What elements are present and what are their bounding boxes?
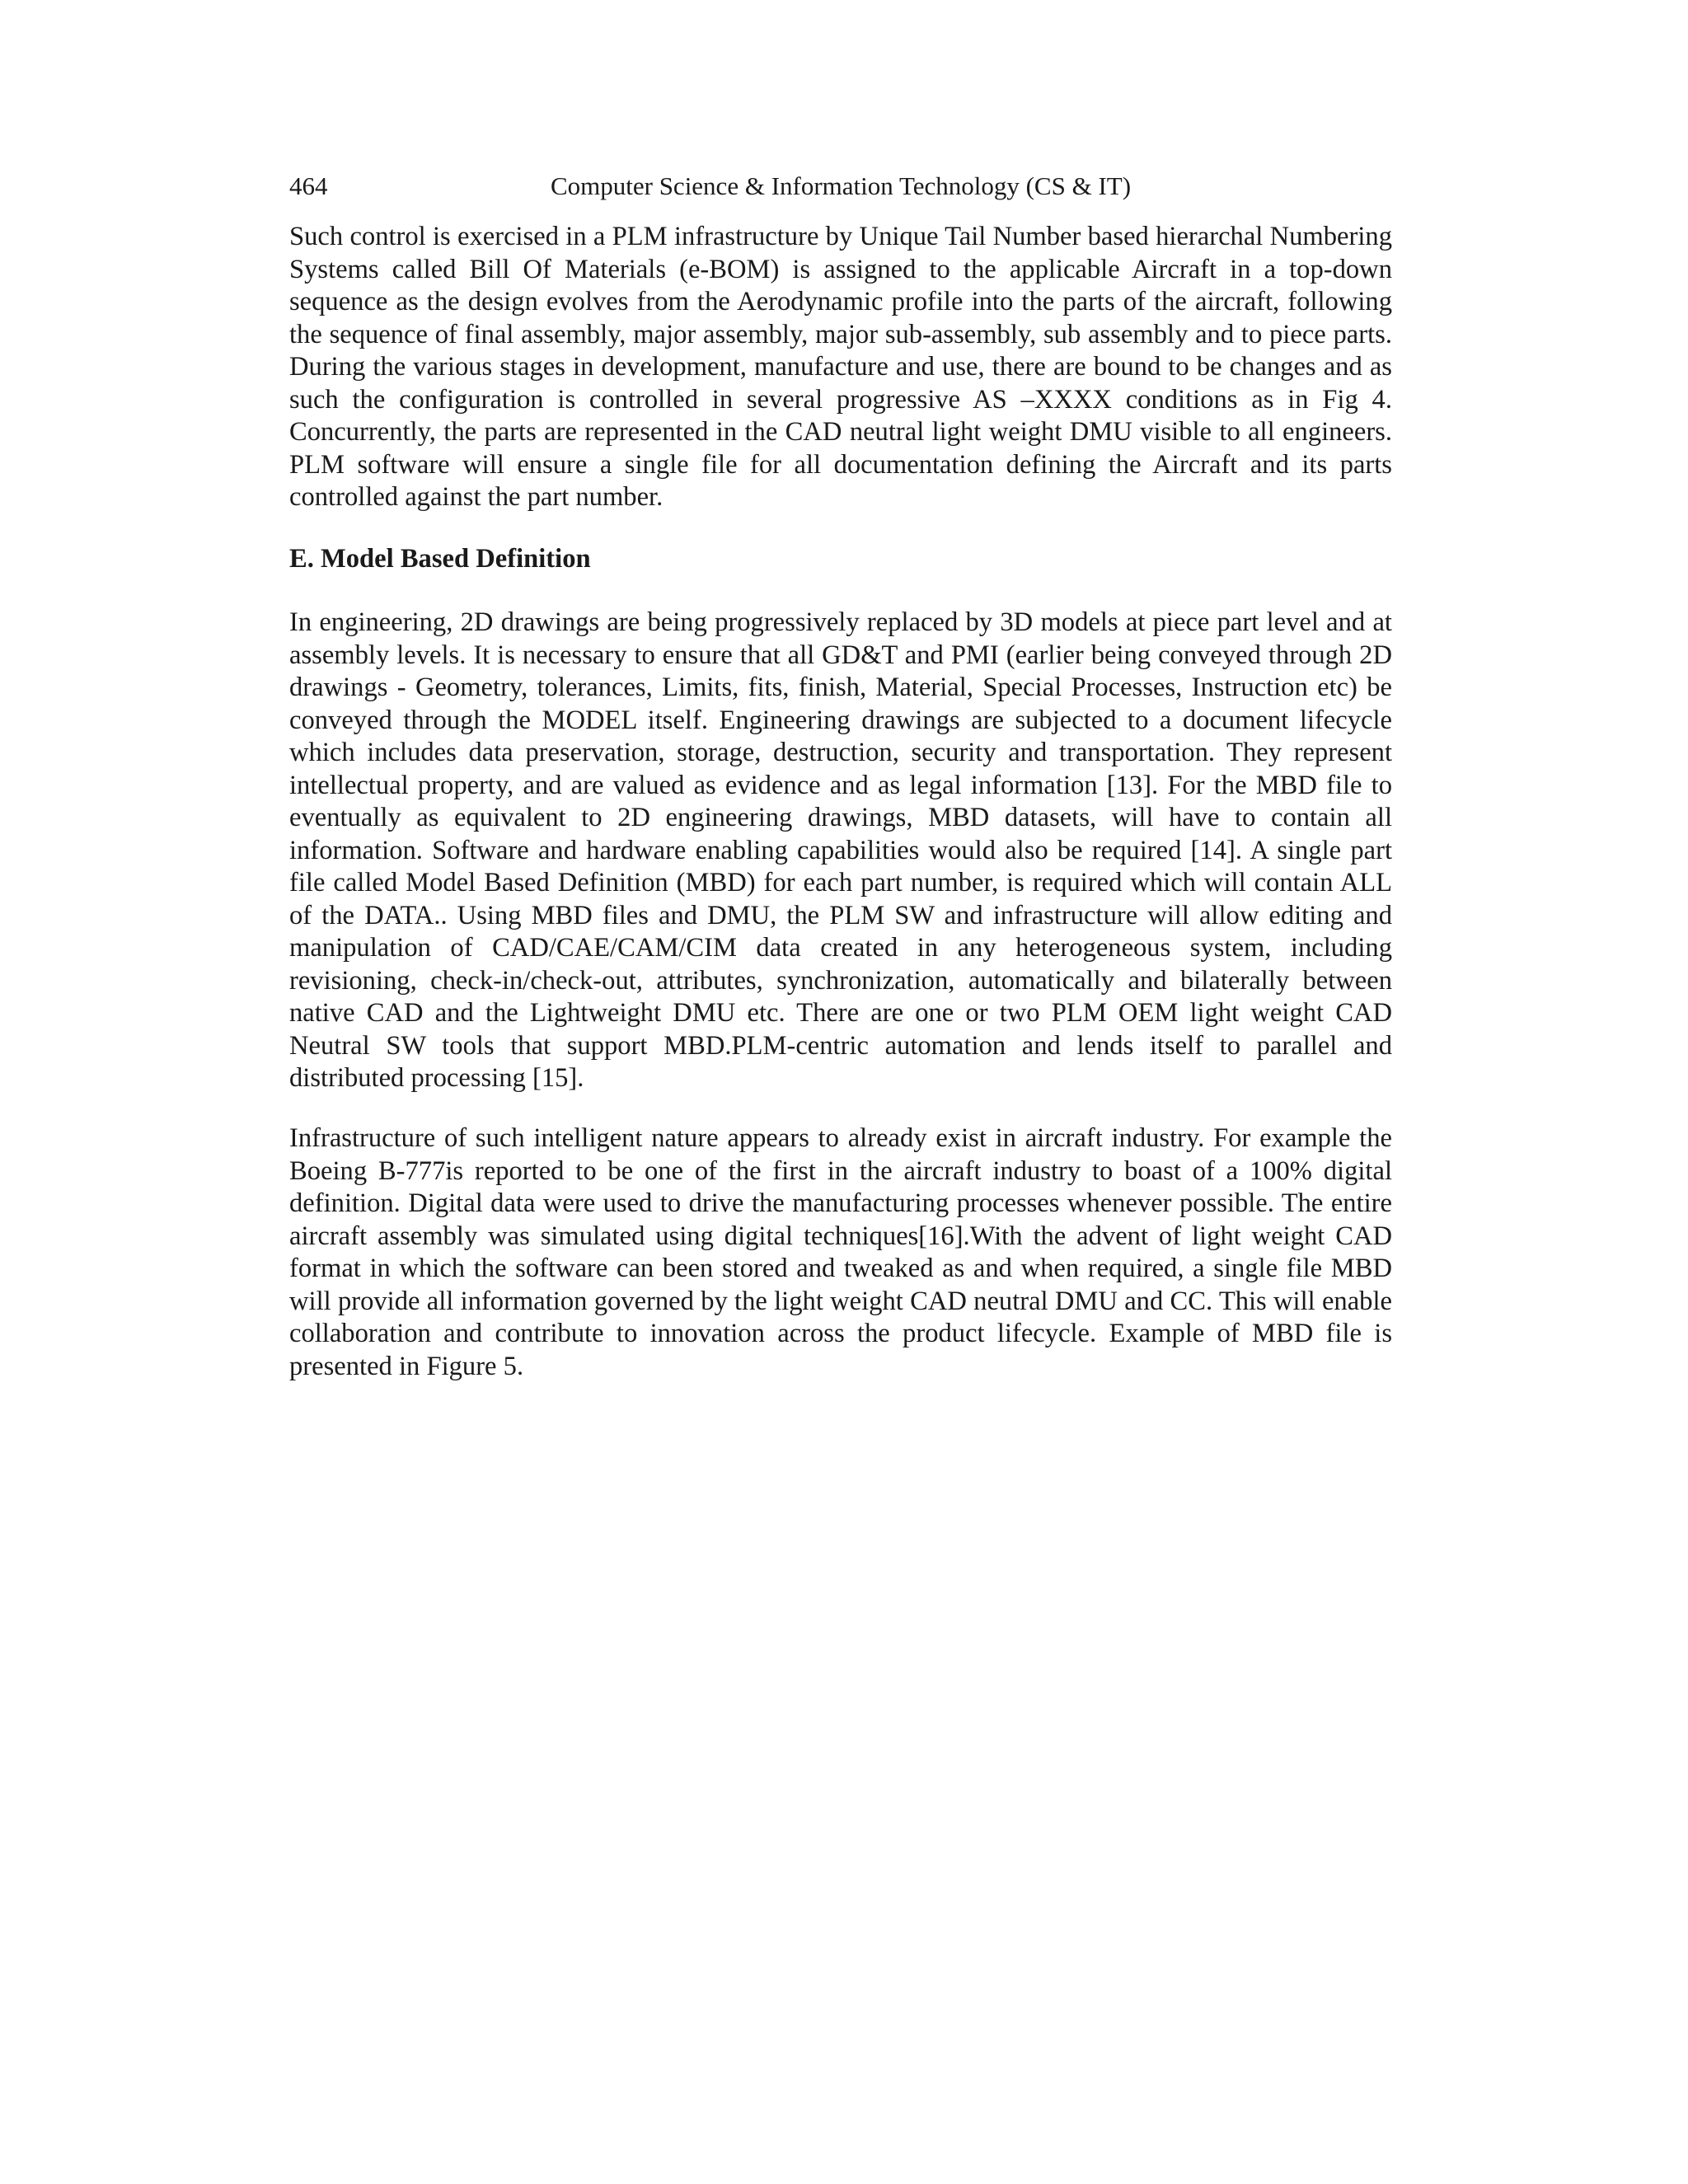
body-paragraph-2: In engineering, 2D drawings are being progressively replaced by 3D models at piece part level and at assembly levels. It is necessary to ensure that all GD&T and PMI (earlier being conveyed through 2D drawings - Geometry, tolerances, Limits, fits, finish, Material, Special Processes, Instruction etc) be conveyed through the MODEL itself. Engineering drawings are subjected to a document lifecycle which includes data preservation, storage, destruction, security and transportation. They represent intellectual property, and are valued as evidence and as legal information [13]. For the MBD file to eventually as equivalent to 2D engineering drawings, MBD datasets, will have to contain all information. Software and hardware enabling capabilities would also be required [14]. A single part file called Model Based Definition (MBD) for each part number, is required which will contain ALL of the DATA.. Using MBD files and DMU, the PLM SW and infrastructure will allow editing and manipulation of CAD/CAE/CAM/CIM data created in any heterogeneous system, including revisioning, check-in/check-out, attributes, synchronization, automatically and bilaterally between native CAD and the Lightweight DMU etc. There are one or two PLM OEM light weight CAD Neutral SW tools that support MBD.PLM-centric automation and lends itself to parallel and distributed processing [15]. (289, 607, 1392, 1093)
body-paragraph-1: Such control is exercised in a PLM infrastructure by Unique Tail Number based hierarchal Numbering Systems called Bill Of Materials (e-BOM) is assigned to the applicable Aircraft in a top-down sequence as the design evolves from the Aerodynamic profile into the parts of the aircraft, following the sequence of final assembly, major assembly, major sub-assembly, sub assembly and to piece parts. During the various stages in development, manufacture and use, there are bound to be changes and as such the configuration is controlled in several progressive AS –XXXX conditions as in Fig 4. Concurrently, the parts are represented in the CAD neutral light weight DMU visible to all engineers. PLM software will ensure a single file for all documentation defining the Aircraft and its parts controlled against the part number. (289, 222, 1392, 512)
body-paragraph-3: Infrastructure of such intelligent nature appears to already exist in aircraft industry. For example the Boeing B-777is reported to be one of the first in the aircraft industry to boast of a 100% digital definition. Digital data were used to drive the manufacturing processes whenever possible. The entire aircraft assembly was simulated using digital techniques[16].With the advent of light weight CAD format in which the software can been stored and tweaked as and when required, a single file MBD will provide all information governed by the light weight CAD neutral DMU and CC. This will enable collaboration and contribute to innovation across the product lifecycle. Example of MBD file is presented in Figure 5. (289, 1123, 1392, 1381)
page-number: 464 (289, 171, 328, 200)
section-heading: E. Model Based Definition (289, 544, 591, 574)
journal-title: Computer Science & Information Technology (CS & IT) (550, 171, 1132, 200)
running-header (289, 170, 1392, 203)
